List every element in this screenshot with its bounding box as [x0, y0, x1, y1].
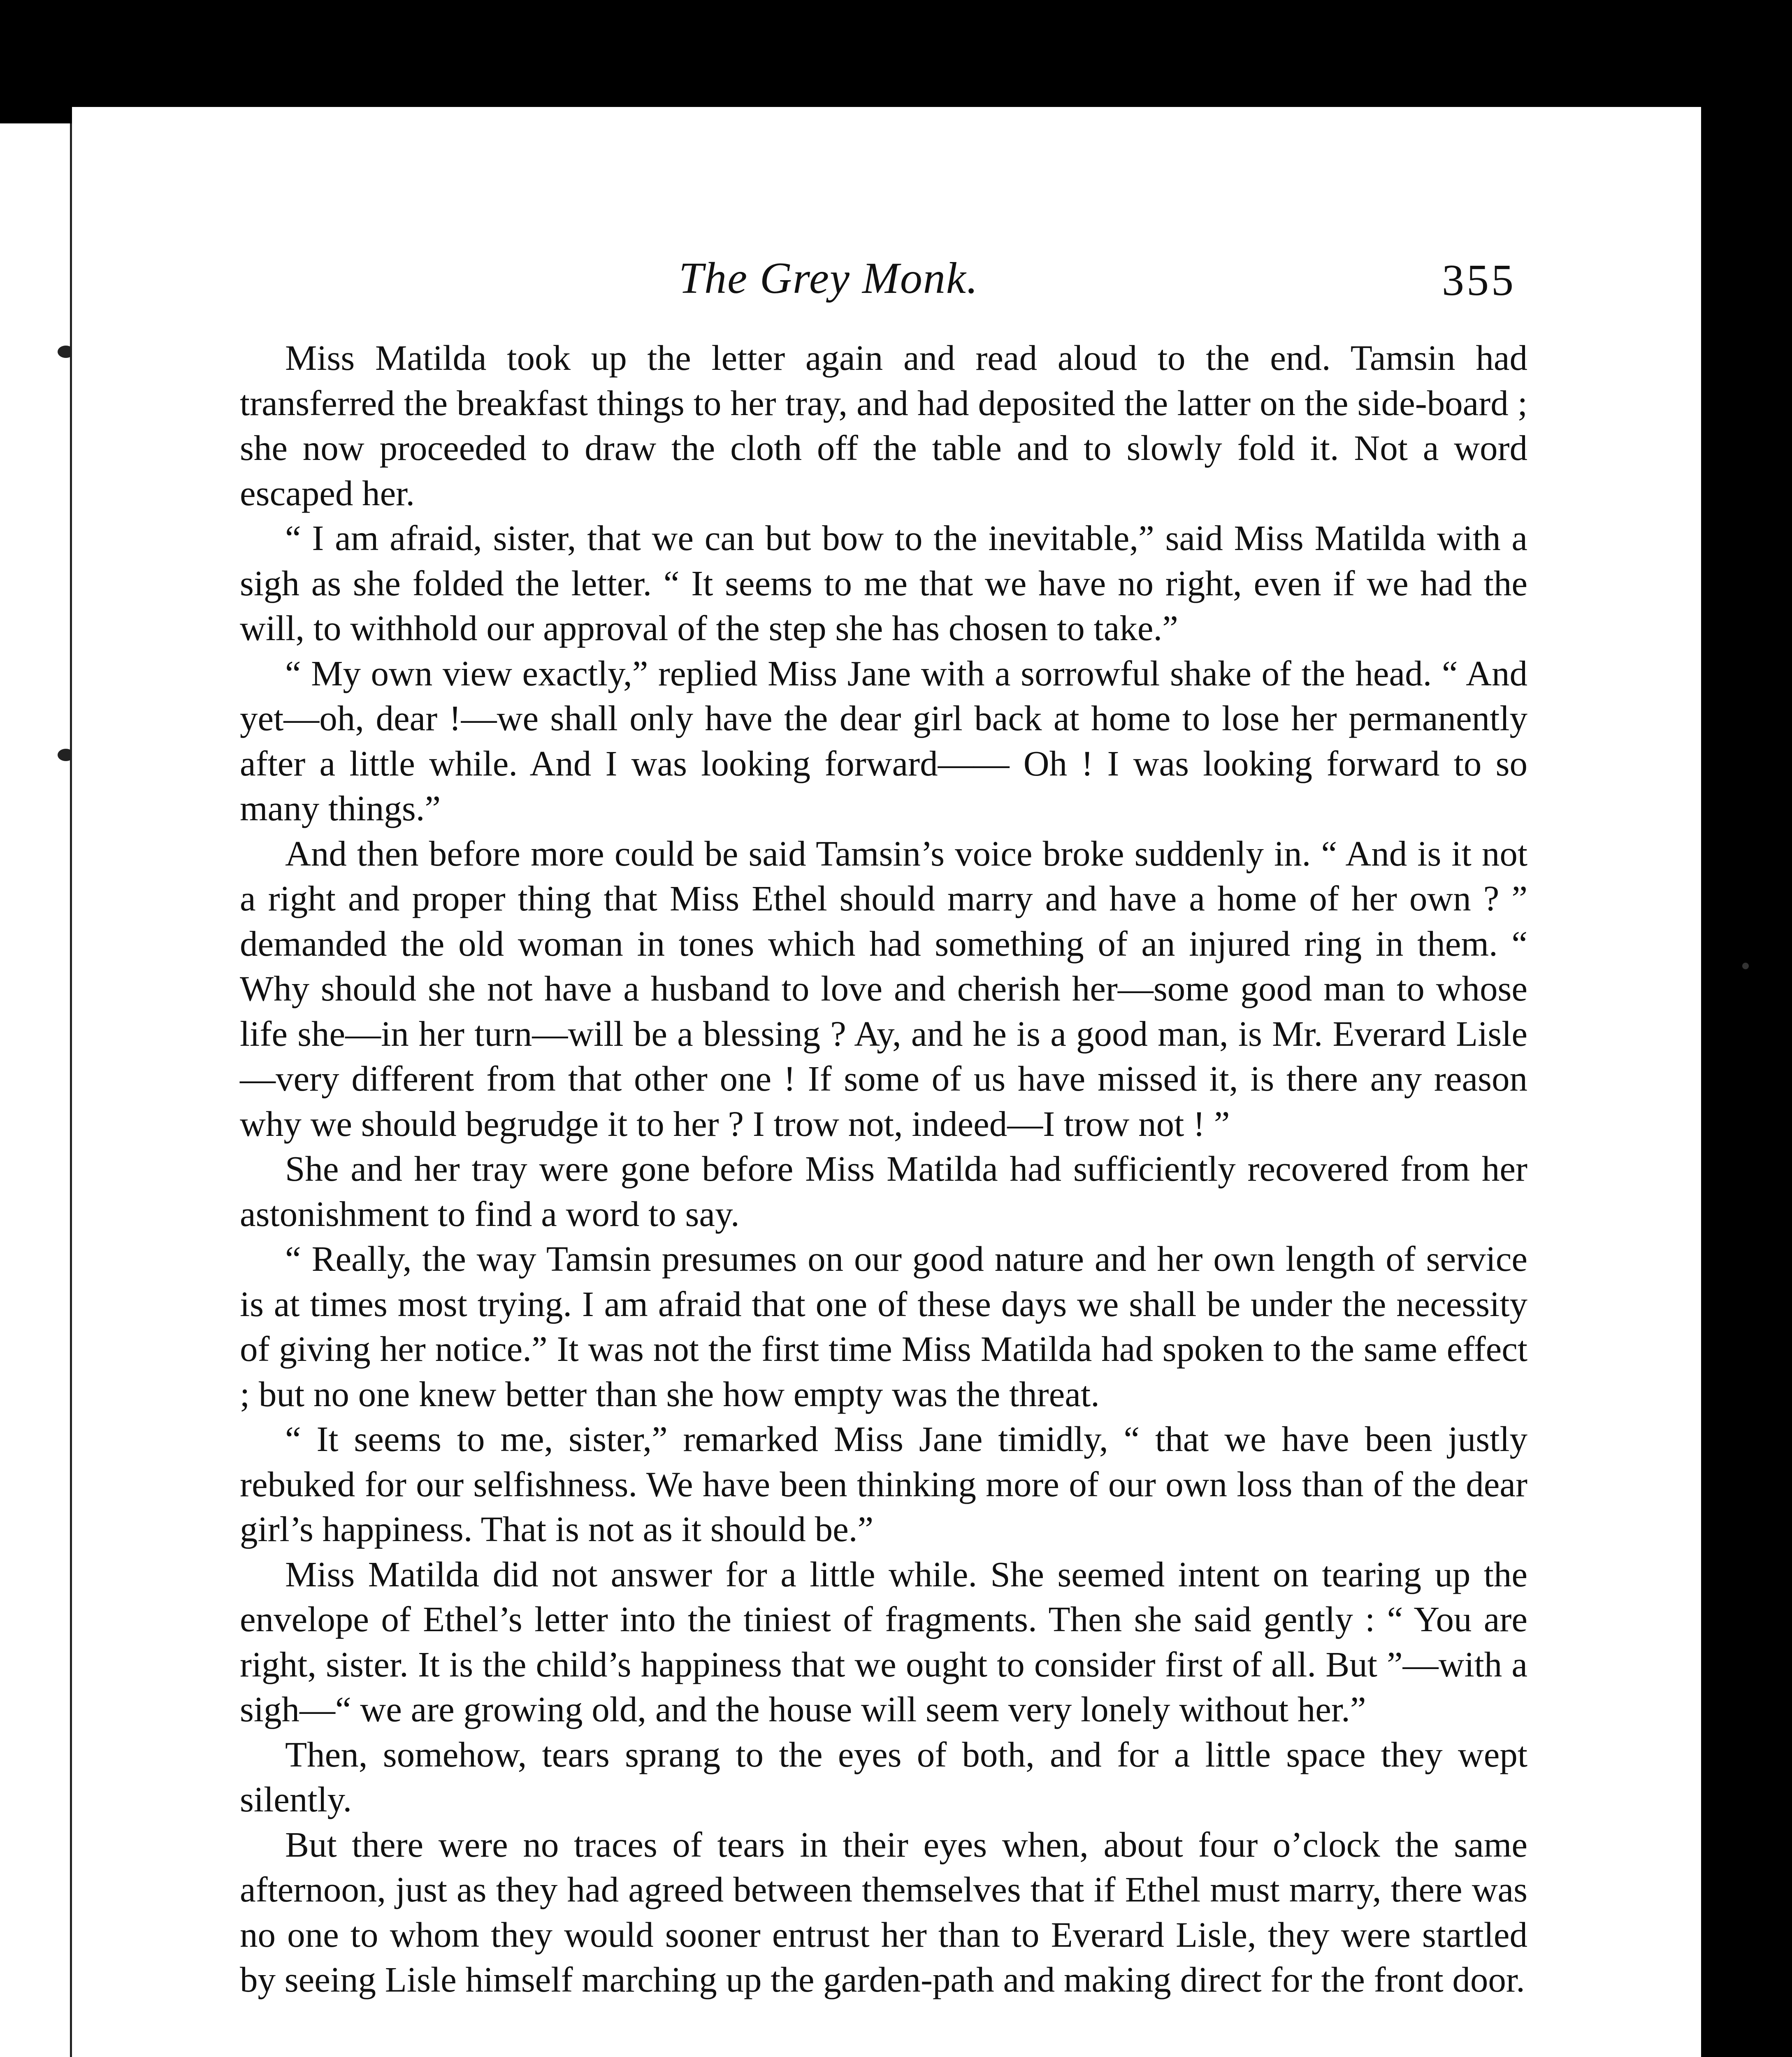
paragraph: “ Really, the way Tamsin presumes on our good nature and her own length of service is at times most trying. I am afraid that one of these days we shall be under the necessity of giving her notice.” It was not the first time Miss Matilda had spoken to the same effect ; but no one knew better than she how empty was the threat. — [240, 1239, 1527, 1414]
paragraph: She and her tray were gone before Miss Matilda had sufficiently recovered from her astonishment to find a word to say. — [240, 1149, 1527, 1234]
paper-speck — [1742, 963, 1749, 969]
page-number: 355 — [1442, 256, 1516, 305]
paragraph: “ It seems to me, sister,” remarked Miss Jane timidly, “ that we have been justly rebuked for our selfishness. We have been thinking more of our own loss than of the dear girl’s happiness. That is not as it should be.” — [240, 1419, 1527, 1549]
paragraph: And then before more could be said Tamsin’s voice broke suddenly in. “ And is it not a right and proper thing that Miss Ethel should marry and have a home of her own ? ” demanded the old woman in tones which had something of an injured ring in them. “ Why should she not have a husband to love and cherish her—some good man to whose life she—in her turn—will be a blessing ? Ay, and he is a good man, is Mr. Everard Lisle—very different from that other one ! If some of us have missed it, is there any reason why we should begrudge it to her ? I trow not, indeed—I trow not ! ” — [240, 833, 1527, 1144]
body-text — [240, 335, 1527, 2002]
margin-mark — [58, 749, 74, 761]
facing-page-edge — [0, 123, 82, 2057]
paragraph: Miss Matilda took up the letter again and read aloud to the end. Tamsin had transferred the breakfast things to her tray, and had deposited the latter on the side-board ; she now proceeded to draw the cloth off the table and to slowly fold it. Not a word escaped her. — [240, 338, 1527, 513]
paragraph: “ My own view exactly,” replied Miss Jane with a sorrowful shake of the head. “ And yet—oh, dear !—we shall only have the dear girl back at home to lose her permanently after a little while. And I was looking forward—— Oh ! I was looking forward to so many things.” — [240, 653, 1527, 828]
book-page — [72, 107, 1701, 2057]
paragraph: But there were no traces of tears in their eyes when, about four o’clock the same afternoon, just as they had agreed between themselves that if Ethel must marry, there was no one to whom they would sooner entrust her than to Everard Lisle, they were startled by seeing Lisle himself marching up the garden-path and making direct for the front door. — [240, 1824, 1527, 1999]
margin-mark — [58, 346, 74, 358]
paragraph: Miss Matilda did not answer for a little while. She seemed intent on tearing up the envelope of Ethel’s letter into the tiniest of fragments. Then she said gently : “ You are right, sister. It is the child’s happiness that we ought to consider first of all. But ”—with a sigh—“ we are growing old, and the house will seem very lonely without her.” — [240, 1554, 1527, 1729]
paragraph: Then, somehow, tears sprang to the eyes of both, and for a little space they wept silently. — [240, 1734, 1527, 1819]
page-header — [72, 253, 1697, 327]
paragraph: “ I am afraid, sister, that we can but bow to the inevitable,” said Miss Matilda with a sigh as she folded the letter. “ It seems to me that we have no right, even if we had the will, to withhold our approval of the step she has chosen to take.” — [240, 518, 1527, 648]
running-head: The Grey Monk. — [679, 254, 979, 303]
